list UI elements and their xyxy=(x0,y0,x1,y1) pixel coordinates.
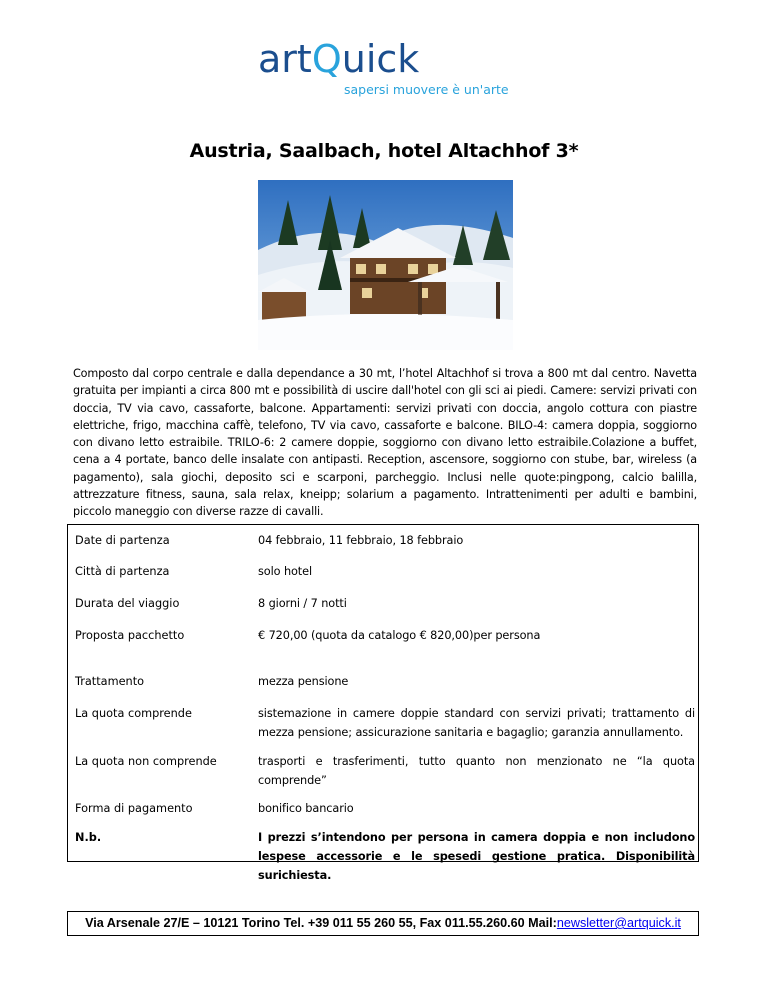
detail-label: Proposta pacchetto xyxy=(75,629,185,642)
detail-label: La quota non comprende xyxy=(75,755,217,768)
detail-value: sistemazione in camere doppie standard con servizi privati; trattamento di mezza pensione; assicurazione sanitaria e bagaglio; garanzia annullamento. xyxy=(258,707,695,739)
detail-value: 8 giorni / 7 notti xyxy=(258,597,347,610)
hotel-description: Composto dal corpo centrale e dalla dependance a 30 mt, l’hotel Altachhof si trova a 800 mt dal centro. Navetta gratuita per impianti a circa 800 mt e possibilità di uscire dall'hotel con gli sci ai piedi. Camere: servizi privati con doccia, TV via cavo, cassaforte, balcone. Appartamenti: servizi privati con doccia, angolo cottura con piastre elettriche, frigo, macchina caffè, telefono, TV via cavo, cassaforte e balcone. BILO-4: camera doppia, soggiorno con divano letto estraibile. TRILO-6: 2 camere doppie, soggiorno con divano letto estraibile.Colazione a buffet, cena a 4 portate, banco delle insalate con antipasti. Reception, ascensore, soggiorno con stube, bar, wireless (a pagamento), sala giochi, deposito sci e scarponi, parcheggio. Inclusi nelle quote:pingpong, calcio balilla, attrezzature fitness, sauna, sala relax, kneipp; solarium a pagamento. Intrattenimenti per adulti e bambini, piccolo maneggio con diverse razze di cavalli. xyxy=(73,367,697,519)
footer-address: Via Arsenale 27/E – 10121 Torino Tel. +39 011 55 260 55, Fax 011.55.260.60 Mail: xyxy=(85,916,557,930)
detail-label: Città di partenza xyxy=(75,565,170,578)
detail-label: N.b. xyxy=(75,831,102,844)
detail-value: trasporti e trasferimenti, tutto quanto non menzionato ne “la quota comprende” xyxy=(258,755,695,787)
trip-details-table xyxy=(67,524,699,882)
detail-label: Forma di pagamento xyxy=(75,802,193,815)
hotel-photo xyxy=(258,180,513,350)
artquick-logo xyxy=(258,38,510,100)
contact-footer xyxy=(67,911,699,936)
detail-value: bonifico bancario xyxy=(258,802,354,815)
detail-label: Trattamento xyxy=(75,675,145,688)
detail-value: 04 febbraio, 11 febbraio, 18 febbraio xyxy=(258,534,464,547)
detail-value: solo hotel xyxy=(258,565,313,578)
detail-value: mezza pensione xyxy=(258,675,349,688)
detail-label: Date di partenza xyxy=(75,534,170,547)
detail-label: La quota comprende xyxy=(75,707,192,720)
logo-wordmark: artQuick xyxy=(258,37,420,81)
detail-value: I prezzi s’intendono per persona in camera doppia e non includono lespese accessorie e le spesedi gestione pratica. Disponibilità surichiesta. xyxy=(258,831,695,882)
page-title: Austria, Saalbach, hotel Altachhof 3* xyxy=(189,140,579,162)
detail-label: Durata del viaggio xyxy=(75,597,180,610)
footer-email-link[interactable]: newsletter@artquick.it xyxy=(556,916,681,930)
detail-value: € 720,00 (quota da catalogo € 820,00)per persona xyxy=(258,629,541,642)
logo-tagline: sapersi muovere è un'arte xyxy=(344,82,509,97)
